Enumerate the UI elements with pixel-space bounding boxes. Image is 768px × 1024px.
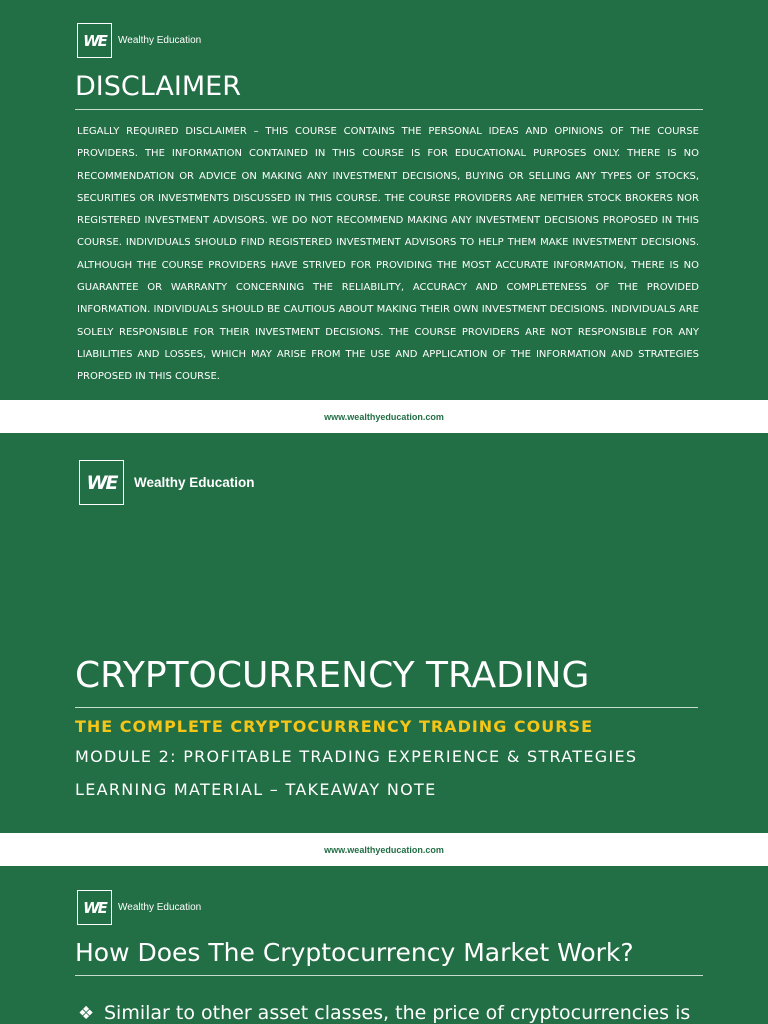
logo-mark: WE xyxy=(83,31,106,50)
title-divider xyxy=(75,109,703,110)
logo-mark-box xyxy=(77,23,112,58)
module-title: MODULE 2: PROFITABLE TRADING EXPERIENCE & STRATEGIES xyxy=(75,747,638,766)
bullet-text: Similar to other asset classes, the price of cryptocurrencies is xyxy=(104,1002,691,1024)
logo-mark-box xyxy=(79,460,124,505)
logo-name: Wealthy Education xyxy=(118,35,202,46)
section-title: How Does The Cryptocurrency Market Work? xyxy=(75,938,634,967)
title-slide xyxy=(0,433,768,833)
logo-mark: WE xyxy=(86,471,117,494)
footer-strip xyxy=(0,833,768,866)
logo-name: Wealthy Education xyxy=(118,902,202,913)
material-type: LEARNING MATERIAL – TAKEAWAY NOTE xyxy=(75,780,437,799)
course-name: THE COMPLETE CRYPTOCURRENCY TRADING COURSE xyxy=(75,717,593,736)
brand-logo xyxy=(77,890,201,925)
logo-name: Wealthy Education xyxy=(134,475,255,490)
brand-logo xyxy=(79,460,255,505)
brand-logo xyxy=(77,23,201,58)
disclaimer-slide xyxy=(0,0,768,400)
disclaimer-body: LEGALLY REQUIRED DISCLAIMER – THIS COURSE CONTAINS THE PERSONAL IDEAS AND OPINIONS OF THE COURSE PROVIDERS. THE INFORMATION CONTAINED IN THIS COURSE IS FOR EDUCATIONAL PURPOSES ONLY. THERE IS NO RECOMMENDATION OR ADVICE ON MAKING ANY INVESTMENT DECISIONS, BUYING OR SELLING ANY TYPES OF STOCKS, SECURITIES OR INVESTMENTS DISCUSSED IN THIS COURSE. THE COURSE PROVIDERS ARE NEITHER STOCK BROKERS NOR REGISTERED INVESTMENT ADVISORS. WE DO NOT RECOMMEND MAKING ANY INVESTMENT DECISIONS PROPOSED IN THIS COURSE. INDIVIDUALS SHOULD FIND REGISTERED INVESTMENT ADVISORS TO HELP THEM MAKE INVESTMENT DECISIONS. ALTHOUGH THE COURSE PROVIDERS HAVE STRIVED FOR PROVIDING THE MOST ACCURATE INFORMATION, THERE IS NO GUARANTEE OR WARRANTY CONCERNING THE RELIABILITY, ACCURACY AND COMPLETENESS OF THE PROVIDED INFORMATION. INDIVIDUALS SHOULD BE CAUTIOUS ABOUT MAKING THEIR OWN INVESTMENT DECISIONS. INDIVIDUALS ARE SOLELY RESPONSIBLE FOR THEIR INVESTMENT DECISIONS. THE COURSE PROVIDERS ARE NOT RESPONSIBLE FOR ANY LIABILITIES AND LOSSES, WHICH MAY ARISE FROM THE USE AND APPLICATION OF THE INFORMATION AND STRATEGIES PROPOSED IN THIS COURSE. xyxy=(77,126,699,383)
website-link[interactable]: www.wealthyeducation.com xyxy=(324,411,444,422)
logo-mark: WE xyxy=(83,898,106,917)
title-divider xyxy=(75,707,698,708)
diamond-bullet-icon: ❖ xyxy=(78,1003,95,1024)
website-link[interactable]: www.wealthyeducation.com xyxy=(324,844,444,855)
logo-mark-box xyxy=(77,890,112,925)
bullet-item xyxy=(78,1002,690,1024)
footer-strip xyxy=(0,400,768,433)
title-divider xyxy=(75,975,703,976)
disclaimer-title: DISCLAIMER xyxy=(75,71,241,102)
content-slide xyxy=(0,866,768,1024)
course-title: CRYPTOCURRENCY TRADING xyxy=(75,655,590,696)
